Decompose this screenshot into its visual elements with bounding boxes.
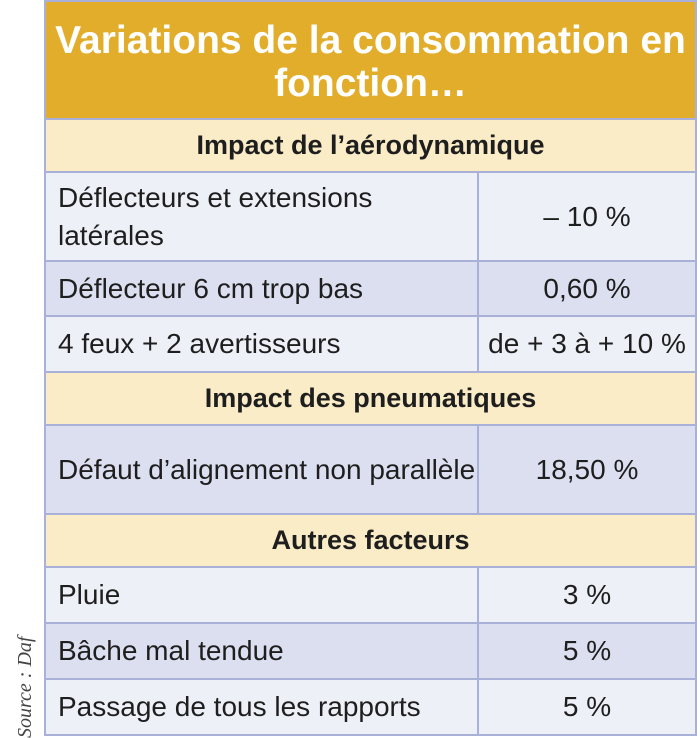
table-row [45, 679, 696, 735]
row-value: – 10 % [478, 172, 696, 261]
section-row [45, 514, 696, 567]
table-title: Variations de la consommation en fonction… [45, 1, 696, 119]
table-row [45, 316, 696, 372]
row-label: 4 feux + 2 avertisseurs [45, 316, 478, 372]
row-label: Pluie [45, 567, 478, 623]
consumption-table [44, 0, 697, 736]
table-row [45, 261, 696, 316]
section-row [45, 372, 696, 425]
row-label: Déflecteur 6 cm trop bas [45, 261, 478, 316]
row-value: 0,60 % [478, 261, 696, 316]
section-heading-tyres: Impact des pneumatiques [45, 372, 696, 425]
row-label: Passage de tous les rapports [45, 679, 478, 735]
row-value: 18,50 % [478, 425, 696, 514]
row-label: Déflecteurs et extensions latérales [45, 172, 478, 261]
title-row [45, 1, 696, 119]
section-row [45, 119, 696, 172]
row-value: 3 % [478, 567, 696, 623]
section-heading-aerodynamics: Impact de l’aérodynamique [45, 119, 696, 172]
table-row [45, 172, 696, 261]
source-credit: Source : Daf [14, 636, 36, 738]
table-row [45, 425, 696, 514]
table-row [45, 623, 696, 679]
row-value: 5 % [478, 679, 696, 735]
table-row [45, 567, 696, 623]
row-label: Bâche mal tendue [45, 623, 478, 679]
row-value: 5 % [478, 623, 696, 679]
section-heading-other: Autres facteurs [45, 514, 696, 567]
row-label: Défaut d’alignement non parallèle [45, 425, 478, 514]
row-value: de + 3 à + 10 % [478, 316, 696, 372]
